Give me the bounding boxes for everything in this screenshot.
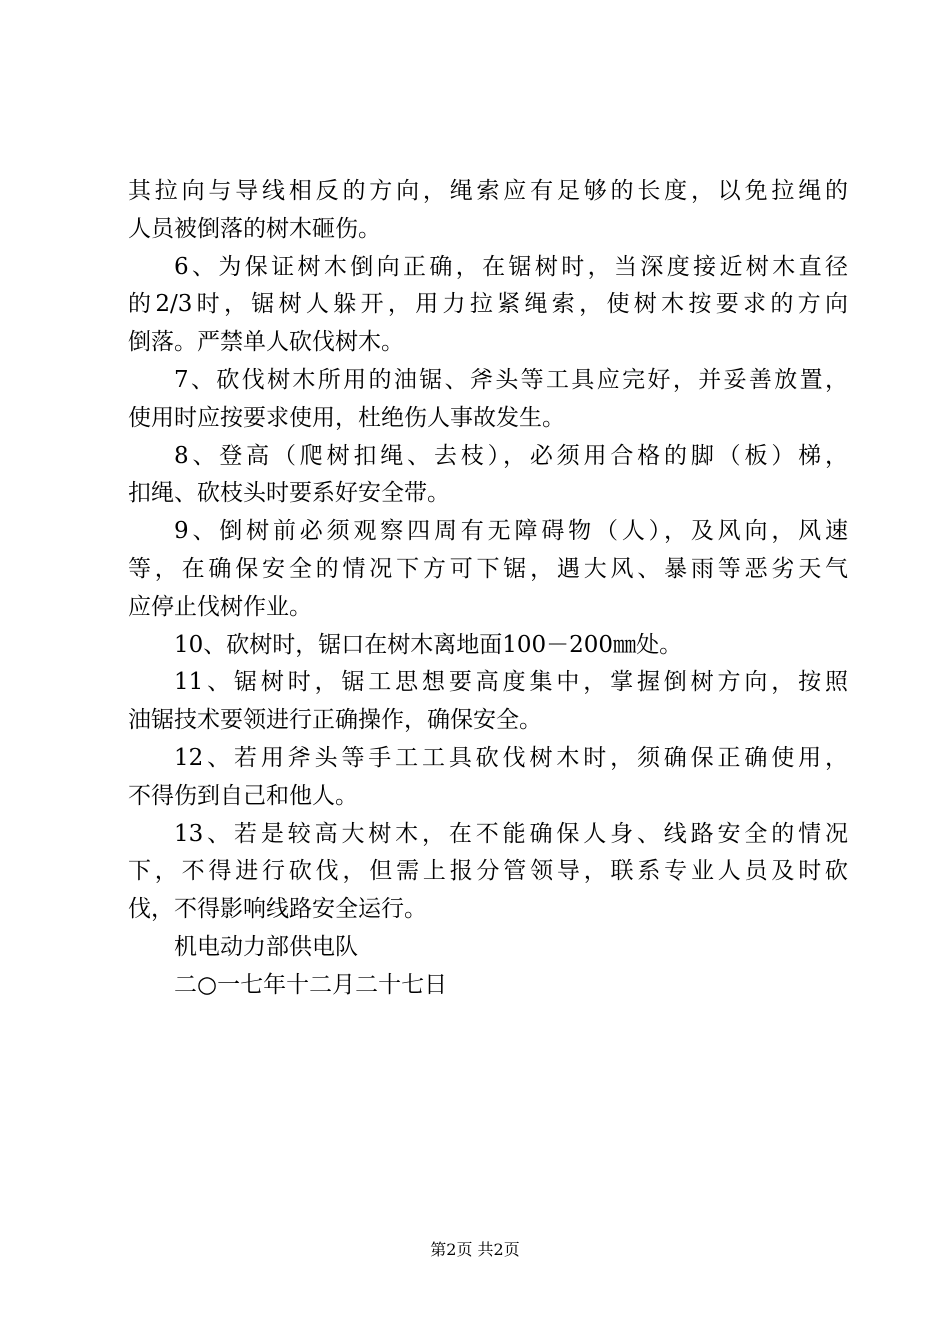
text-line-16: 12、若用斧头等手工工具砍伐树木时，须确保正确使用，	[174, 744, 848, 771]
page-footer	[0, 1240, 950, 1260]
text-line-19: 下，不得进行砍伐，但需上报分管领导，联系专业人员及时砍	[128, 858, 848, 885]
text-line-4: 的2/3时，锯树人躲开，用力拉紧绳索，使树木按要求的方向	[128, 291, 848, 318]
text-line-6: 7、砍伐树木所用的油锯、斧头等工具应完好，并妥善放置，	[174, 366, 848, 393]
text-line-7: 使用时应按要求使用，杜绝伤人事故发生。	[128, 404, 565, 431]
text-line-3: 6、为保证树木倒向正确，在锯树时，当深度接近树木直径	[174, 253, 848, 280]
text-line-9: 扣绳、砍枝头时要系好安全带。	[128, 480, 450, 507]
document-body	[128, 173, 848, 1005]
text-line-15: 油锯技术要领进行正确操作，确保安全。	[128, 707, 542, 734]
text-line-11: 等，在确保安全的情况下方可下锯，遇大风、暴雨等恶劣天气	[128, 555, 848, 582]
text-line-2: 人员被倒落的树木砸伤。	[128, 215, 381, 242]
text-line-13: 10、砍树时，锯口在树木离地面100－200㎜处。	[174, 631, 683, 658]
text-line-20: 伐，不得影响线路安全运行。	[128, 896, 427, 923]
text-line-12: 应停止伐树作业。	[128, 593, 312, 620]
signature-department: 机电动力部供电队	[174, 933, 358, 960]
text-line-8: 8、登高（爬树扣绳、去枝），必须用合格的脚（板）梯，	[174, 442, 848, 469]
text-line-18: 13、若是较高大树木，在不能确保人身、线路安全的情况	[174, 820, 848, 847]
page-number-label: 第2页 共2页	[430, 1240, 520, 1259]
text-line-1: 其拉向与导线相反的方向，绳索应有足够的长度，以免拉绳的	[128, 178, 848, 204]
text-line-17: 不得伤到自己和他人。	[128, 782, 358, 809]
signature-date: 二○一七年十二月二十七日	[174, 971, 448, 998]
text-line-10: 9、倒树前必须观察四周有无障碍物（人），及风向，风速	[174, 518, 848, 545]
text-line-14: 11、锯树时，锯工思想要高度集中，掌握倒树方向，按照	[174, 669, 848, 696]
text-line-5: 倒落。严禁单人砍伐树木。	[128, 329, 404, 356]
